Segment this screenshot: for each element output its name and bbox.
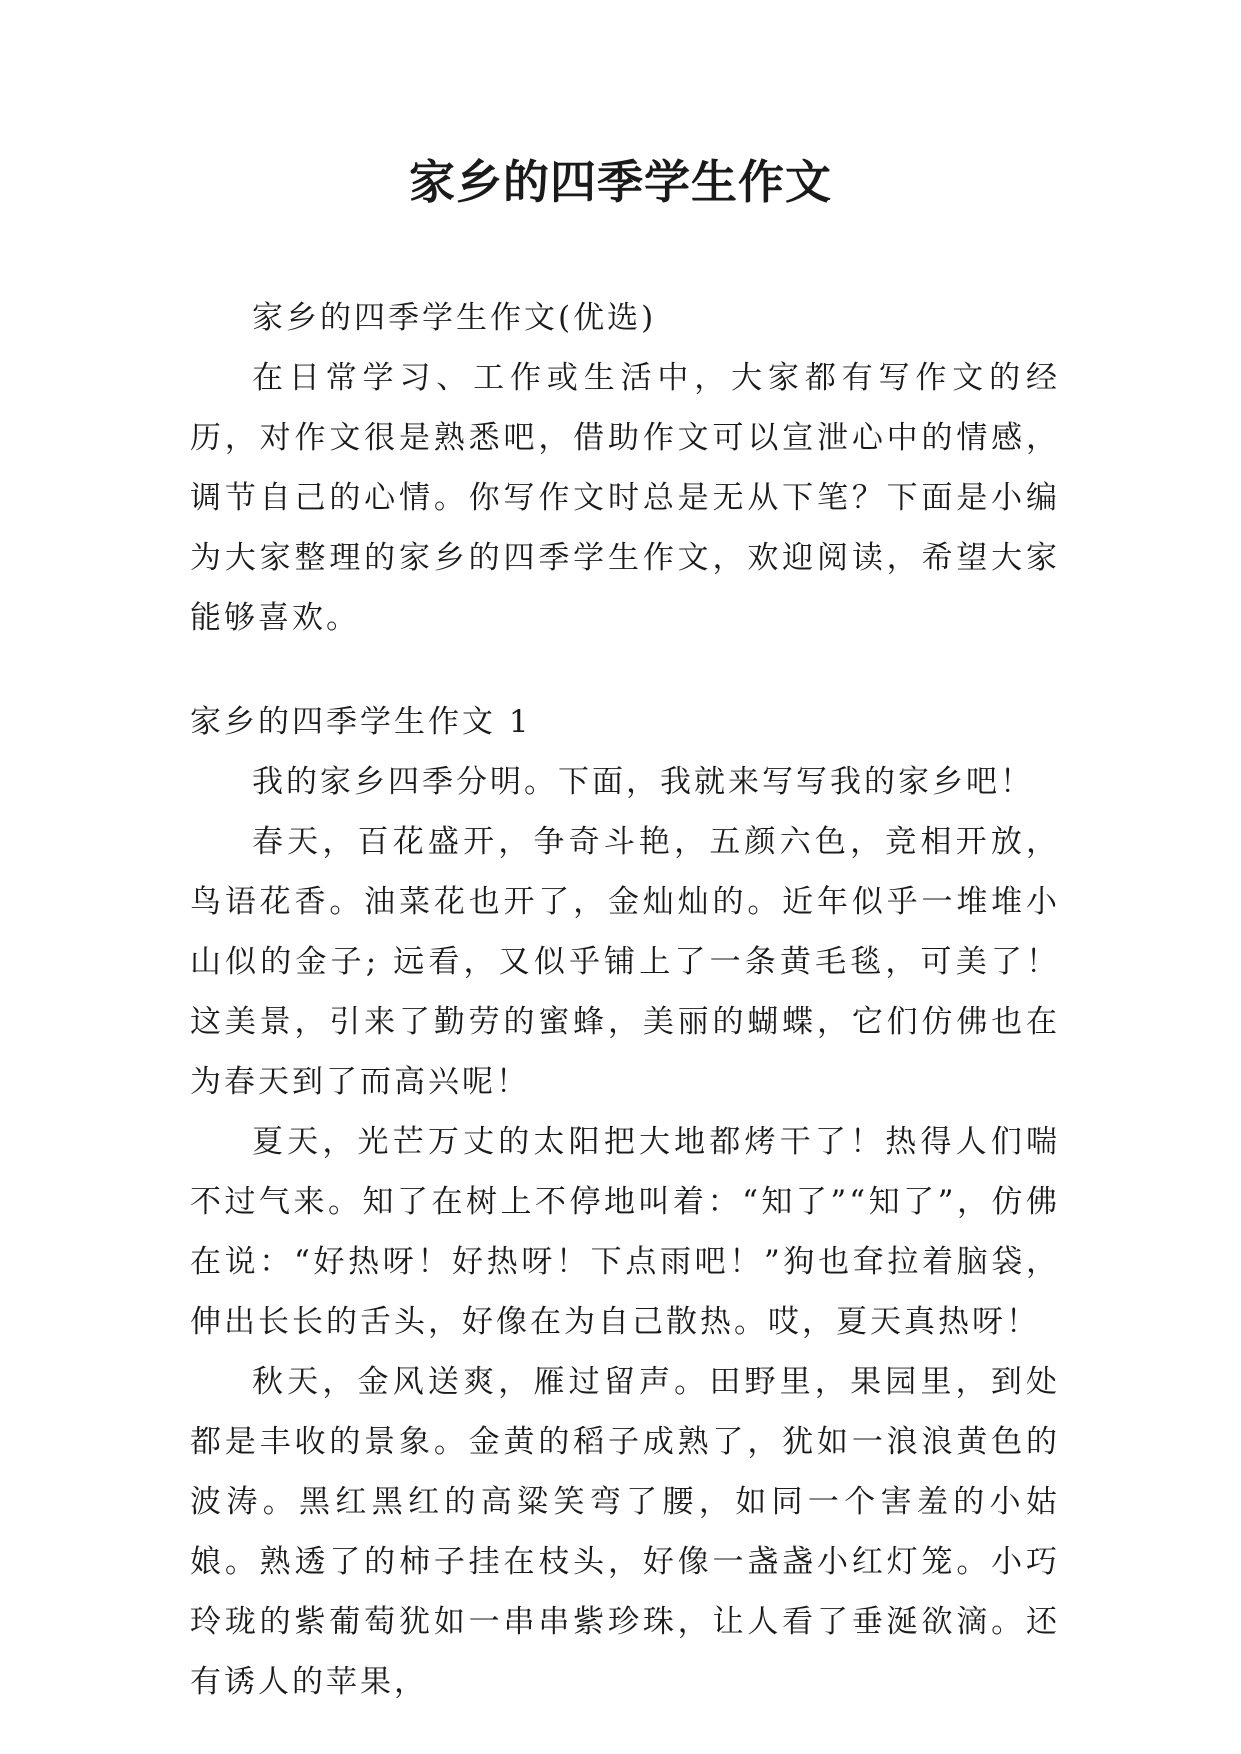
intro-paragraph: 在日常学习、工作或生活中，大家都有写作文的经历，对作文很是熟悉吧，借助作文可以宣泄心中的情感，调节自己的心情。你写作文时总是无从下笔？下面是小编为大家整理的家乡的四季学生作文，欢迎阅读，希望大家能够喜欢。 bbox=[190, 360, 1060, 636]
document-body bbox=[190, 288, 1060, 1712]
document-title: 家乡的四季学生作文 bbox=[409, 155, 832, 209]
body-paragraph: 春天，百花盛开，争奇斗艳，五颜六色，竞相开放，鸟语花香。油菜花也开了，金灿灿的。近年似乎一堆堆小山似的金子; 远看，又似乎铺上了一条黄毛毯，可美了！这美景，引来了勤劳的蜜蜂，美丽的蝴蝶，它们仿佛也在为春天到了而高兴呢！ bbox=[190, 824, 1060, 1100]
body-paragraph: 我的家乡四季分明。下面，我就来写写我的家乡吧！ bbox=[252, 764, 1034, 800]
body-paragraph: 秋天，金风送爽，雁过留声。田野里，果园里，到处都是丰收的景象。金黄的稻子成熟了，犹如一浪浪黄色的波涛。黑红黑红的高粱笑弯了腰，如同一个害羞的小姑娘。熟透了的柿子挂在枝头，好像一盏盏小红灯笼。小巧玲珑的紫葡萄犹如一串串紫珍珠，让人看了垂涎欲滴。还有诱人的苹果， bbox=[190, 1364, 1060, 1700]
document-subtitle: 家乡的四季学生作文(优选) bbox=[252, 300, 657, 336]
body-paragraph: 夏天，光芒万丈的太阳把大地都烤干了！热得人们喘不过气来。知了在树上不停地叫着：“知了”“知了”，仿佛在说：“好热呀！好热呀！下点雨吧！”狗也耷拉着脑袋，伸出长长的舌头，好像在为自己散热。哎，夏天真热呀！ bbox=[190, 1124, 1060, 1340]
section-heading: 家乡的四季学生作文 1 bbox=[190, 704, 532, 740]
